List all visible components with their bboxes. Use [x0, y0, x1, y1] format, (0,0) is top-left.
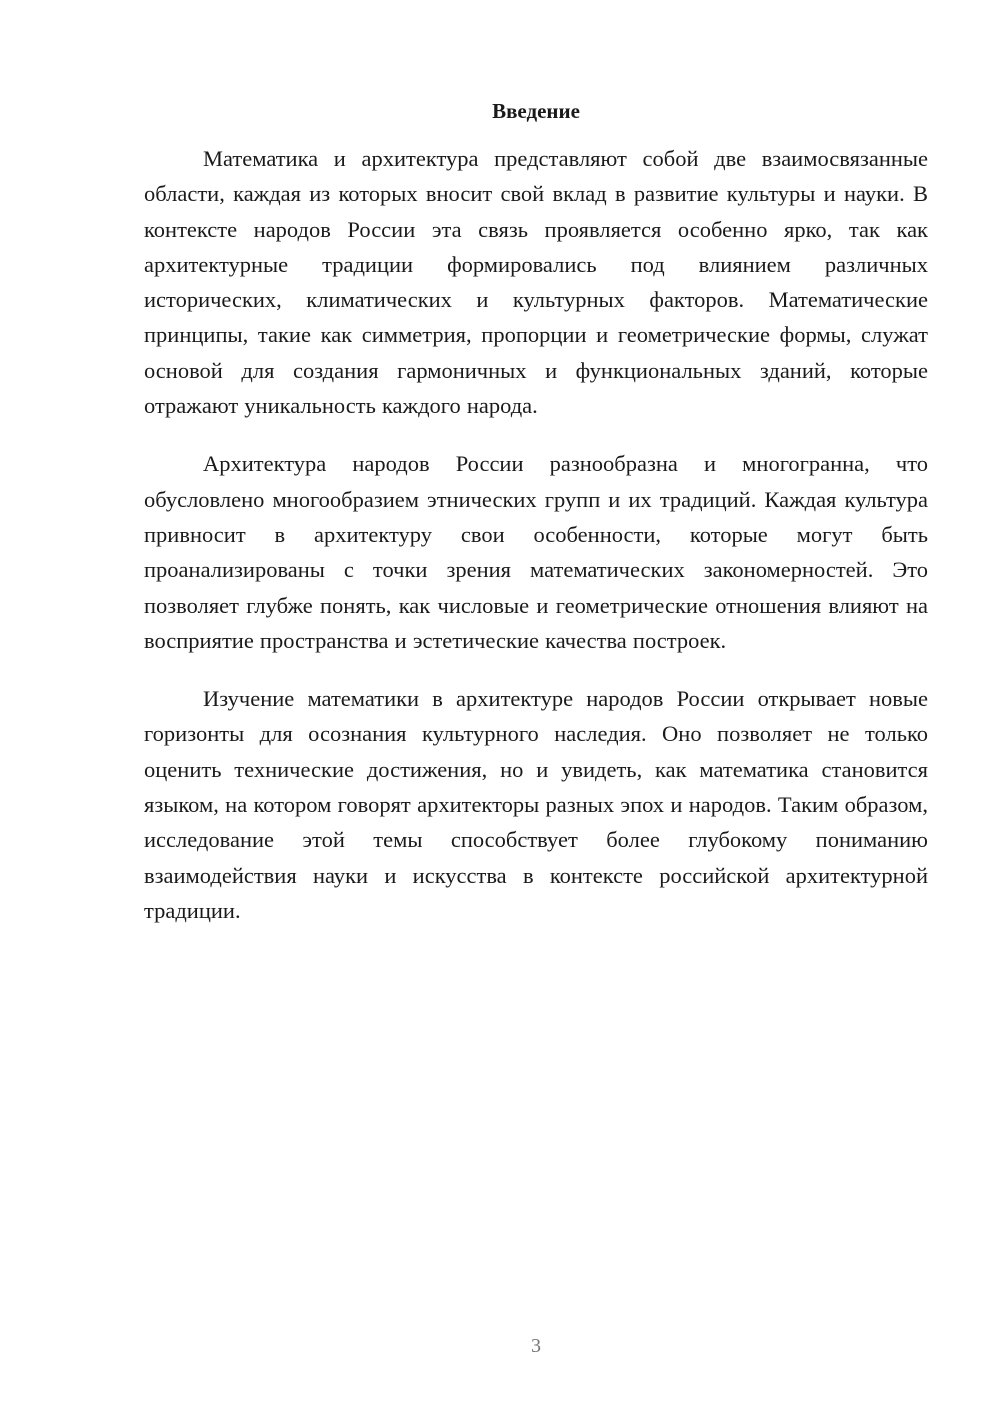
paragraph-2: Архитектура народов России разнообразна и многогранна, что обусловлено многообразием этнических групп и их традиций. Каждая культура привносит в архитектуру свои особенности, которые могут быть проанализированы с точки зрения математических закономерностей. Это позволяет глубже понять, как числовые и геометрические отношения влияют на восприятие пространства и эстетические качества построек. — [144, 451, 928, 653]
paragraph-1: Математика и архитектура представляют собой две взаимосвязанные области, каждая из которых вносит свой вклад в развитие культуры и науки. В контексте народов России эта связь проявляется особенно ярко, так как архитектурные традиции формировались под влиянием различных исторических, климатических и культурных факторов. Математические принципы, такие как симметрия, пропорции и геометрические формы, служат основой для создания гармоничных и функциональных зданий, которые отражают уникальность каждого народа. — [144, 146, 928, 419]
paragraph-3: Изучение математики в архитектуре народов России открывает новые горизонты для осознания культурного наследия. Оно позволяет не только оценить технические достижения, но и увидеть, как математика становится языком, на котором говорят архитекторы разных эпох и народов. Таким образом, исследование этой темы способствует более глубокому пониманию взаимодействия науки и искусства в контексте российской архитектурной традиции. — [144, 686, 928, 923]
page-number: 3 — [531, 1335, 541, 1357]
document-body — [144, 141, 928, 951]
page-title: Введение — [492, 99, 580, 123]
